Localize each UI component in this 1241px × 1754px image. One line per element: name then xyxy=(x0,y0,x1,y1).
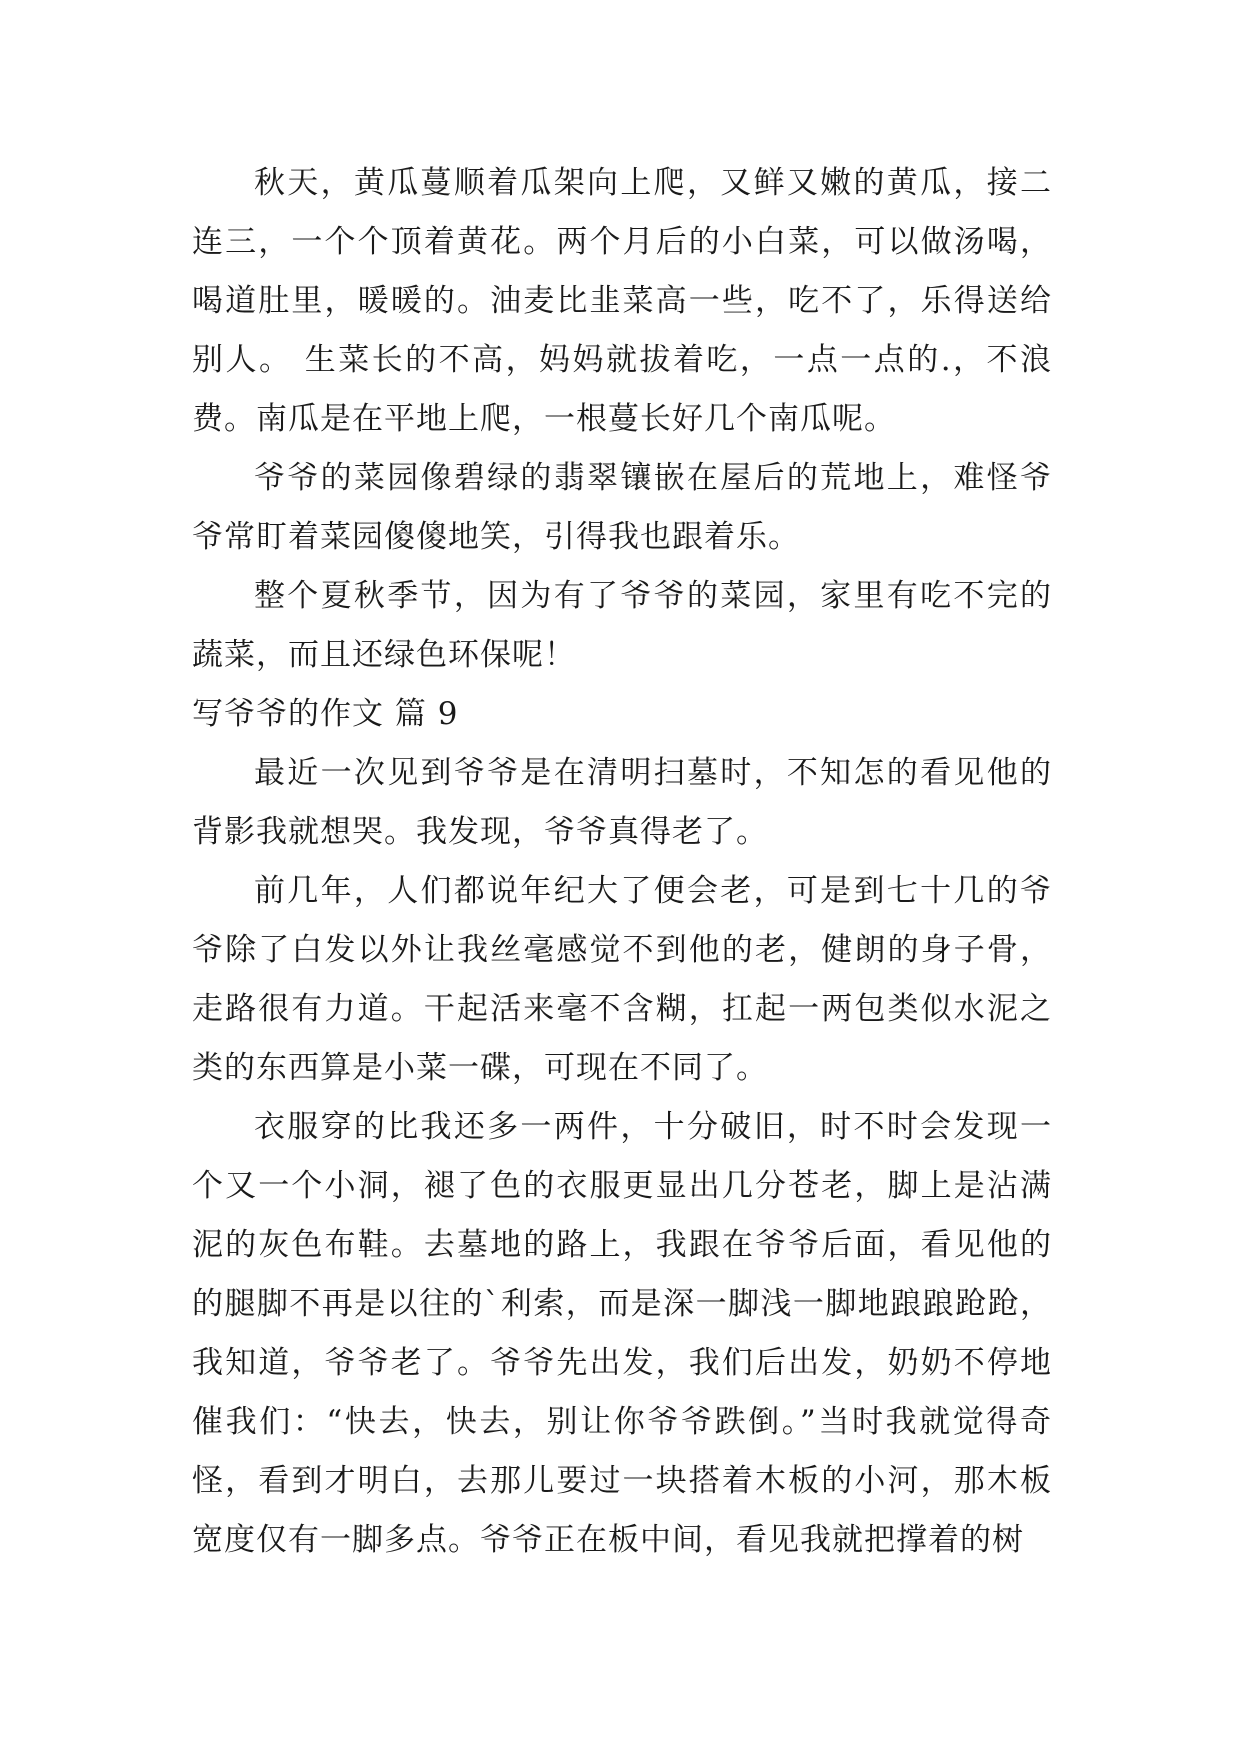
paragraph-few-years-ago: 前几年，人们都说年纪大了便会老，可是到七十几的爷爷除了白发以外让我丝毫感觉不到他的老，健朗的身子骨，走路很有力道。干起活来毫不含糊，扛起一两包类似水泥之类的东西算是小菜一碟，可现在不同了。 xyxy=(192,873,1052,1086)
paragraph-summer-autumn: 整个夏秋季节，因为有了爷爷的菜园，家里有吃不完的蔬菜，而且还绿色环保呢！ xyxy=(192,578,1052,673)
paragraph-qingming: 最近一次见到爷爷是在清明扫墓时，不知怎的看见他的背影我就想哭。我发现，爷爷真得老了。 xyxy=(192,755,1052,850)
paragraph-garden-jade: 爷爷的菜园像碧绿的翡翠镶嵌在屋后的荒地上，难怪爷爷常盯着菜园傻傻地笑，引得我也跟着乐。 xyxy=(192,460,1052,555)
document-body xyxy=(192,154,1052,1570)
paragraph-clothes: 衣服穿的比我还多一两件，十分破旧，时不时会发现一个又一个小洞，褪了色的衣服更显出几分苍老，脚上是沾满泥的灰色布鞋。去墓地的路上，我跟在爷爷后面，看见他的的腿脚不再是以往的`利索，而是深一脚浅一脚地踉踉跄跄，我知道，爷爷老了。爷爷先出发，我们后出发，奶奶不停地催我们：“快去，快去，别让你爷爷跌倒。”当时我就觉得奇怪，看到才明白，去那儿要过一块搭着木板的小河，那木板宽度仅有一脚多点。爷爷正在板中间，看见我就把撑着的树 xyxy=(192,1109,1052,1558)
paragraph-autumn-vegetables: 秋天，黄瓜蔓顺着瓜架向上爬，又鲜又嫩的黄瓜，接二连三，一个个顶着黄花。两个月后的小白菜，可以做汤喝，喝道肚里，暖暖的。油麦比韭菜高一些，吃不了，乐得送给别人。 生菜长的不高，妈妈就拔着吃，一点一点的.，不浪费。南瓜是在平地上爬，一根蔓长好几个南瓜呢。 xyxy=(192,165,1052,437)
section-heading: 写爷爷的作文 篇 9 xyxy=(192,696,459,732)
